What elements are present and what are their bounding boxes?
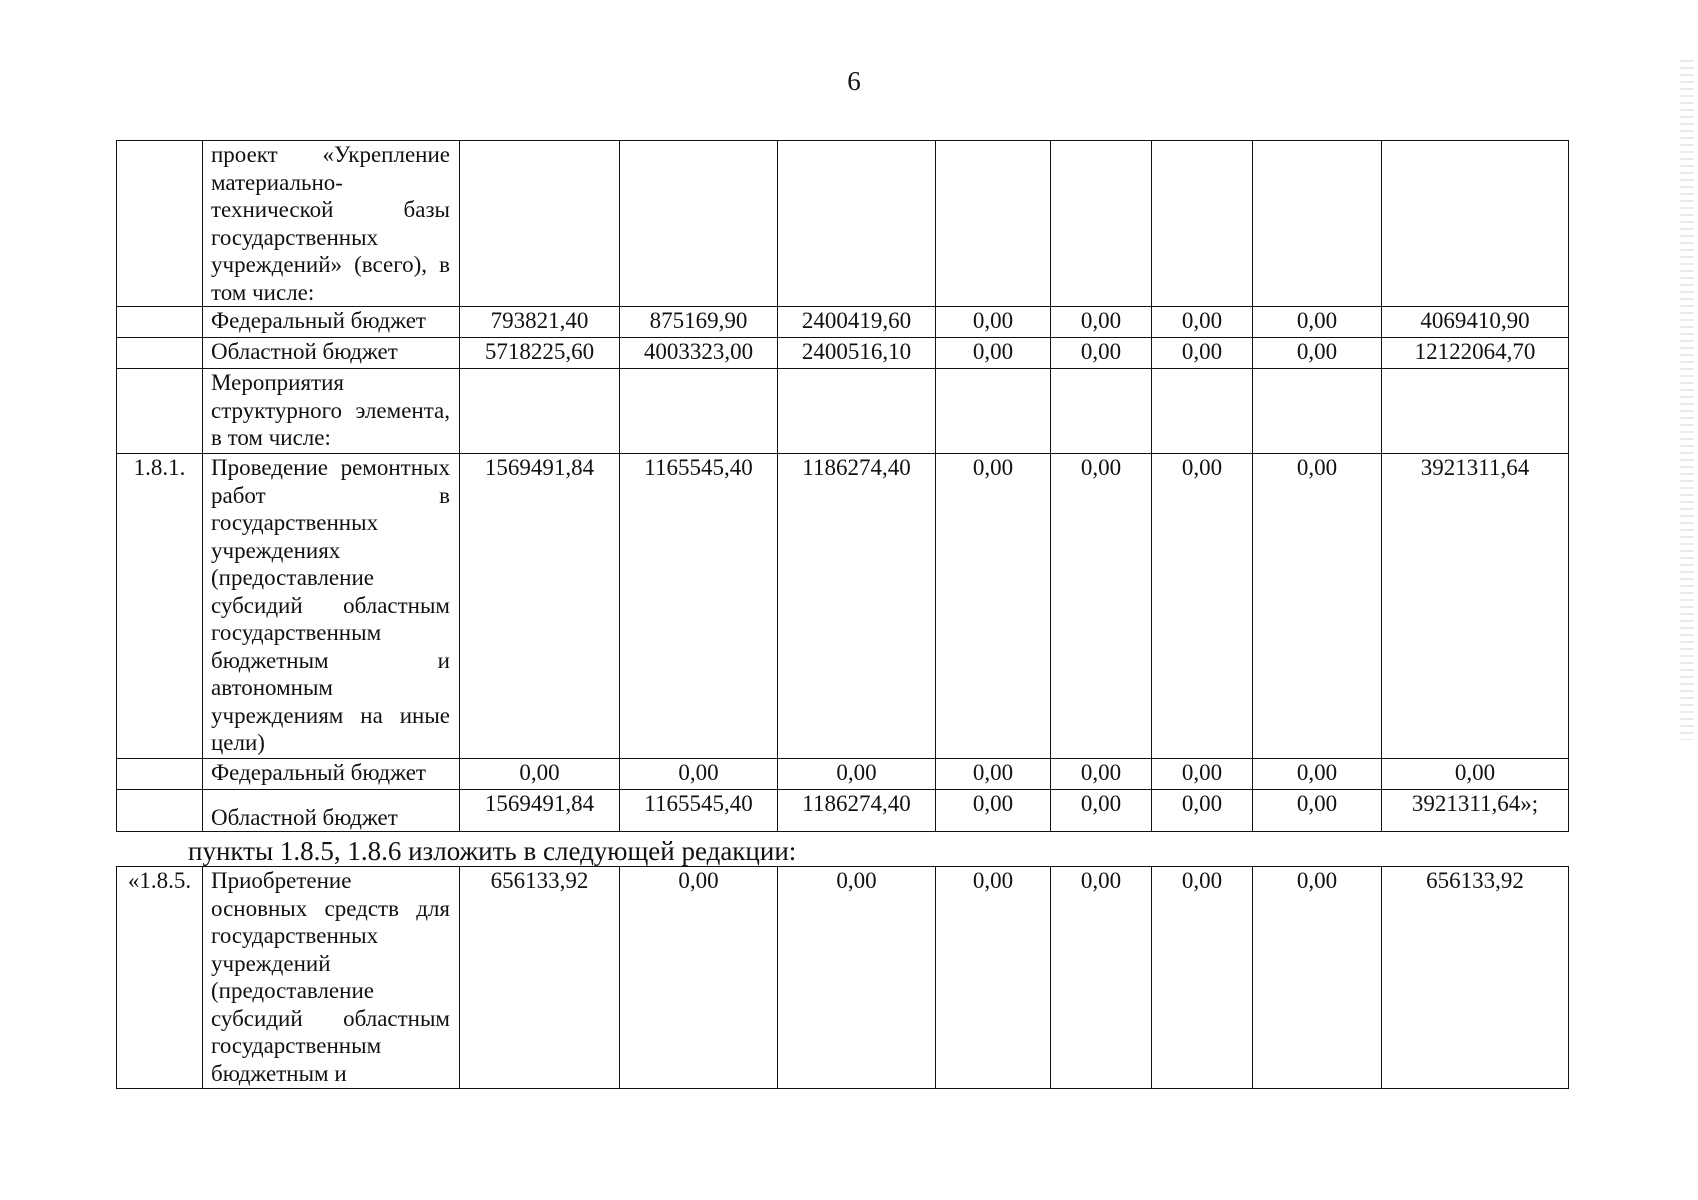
value-cell: 793821,40 [460, 307, 620, 338]
value-cell: 0,00 [778, 867, 936, 1089]
value-cell [460, 141, 620, 307]
total-cell [1382, 141, 1569, 307]
value-cell: 0,00 [1051, 307, 1152, 338]
value-cell: 0,00 [1253, 790, 1382, 832]
value-cell: 4003323,00 [620, 338, 778, 369]
value-cell [1152, 141, 1253, 307]
value-cell: 5718225,60 [460, 338, 620, 369]
value-cell [620, 369, 778, 454]
value-cell: 0,00 [936, 867, 1051, 1089]
total-cell: 4069410,90 [1382, 307, 1569, 338]
value-cell: 2400516,10 [778, 338, 936, 369]
row-description: проект «Укрепление материально-технической базы государственных учреждений» (всего), в том числе: [203, 141, 460, 307]
value-cell: 1165545,40 [620, 790, 778, 832]
value-cell [1253, 141, 1382, 307]
value-cell [620, 141, 778, 307]
value-cell: 1569491,84 [460, 454, 620, 759]
row-code [117, 759, 203, 790]
value-cell: 875169,90 [620, 307, 778, 338]
value-cell: 0,00 [1253, 454, 1382, 759]
row-description: Областной бюджет [203, 790, 460, 832]
value-cell: 0,00 [1051, 454, 1152, 759]
table-row [117, 454, 1569, 759]
value-cell: 0,00 [936, 759, 1051, 790]
table-row [117, 141, 1569, 307]
total-cell: 656133,92 [1382, 867, 1569, 1089]
value-cell: 1186274,40 [778, 790, 936, 832]
value-cell: 0,00 [620, 867, 778, 1089]
row-code [117, 790, 203, 832]
value-cell: 656133,92 [460, 867, 620, 1089]
row-description: Областной бюджет [203, 338, 460, 369]
row-code [117, 141, 203, 307]
value-cell [1051, 141, 1152, 307]
value-cell: 0,00 [1253, 759, 1382, 790]
value-cell: 0,00 [620, 759, 778, 790]
row-code [117, 307, 203, 338]
row-code: 1.8.1. [117, 454, 203, 759]
value-cell: 0,00 [1253, 867, 1382, 1089]
value-cell: 0,00 [1152, 307, 1253, 338]
row-description: Приобретение основных средств для государственных учреждений (предоставление субсидий областным государственным бюджетным и [203, 867, 460, 1089]
scan-margin-noise [1680, 60, 1694, 740]
value-cell: 0,00 [1051, 338, 1152, 369]
row-description: Мероприятия структурного элемента, в том числе: [203, 369, 460, 454]
row-description: Федеральный бюджет [203, 307, 460, 338]
row-code [117, 369, 203, 454]
row-description: Проведение ремонтных работ в государственных учреждениях (предоставление субсидий областным государственным бюджетным и автономным учреждениям на иные цели) [203, 454, 460, 759]
value-cell: 0,00 [1051, 867, 1152, 1089]
row-code [117, 338, 203, 369]
value-cell: 0,00 [1253, 307, 1382, 338]
total-cell: 3921311,64 [1382, 454, 1569, 759]
page-number: 6 [847, 66, 861, 96]
value-cell: 2400419,60 [778, 307, 936, 338]
value-cell [778, 141, 936, 307]
value-cell: 0,00 [936, 790, 1051, 832]
value-cell [1051, 369, 1152, 454]
value-cell: 0,00 [936, 454, 1051, 759]
amendment-text: пункты 1.8.5, 1.8.6 изложить в следующей редакции: [188, 836, 797, 866]
value-cell: 0,00 [1051, 790, 1152, 832]
table-row [117, 867, 1569, 1089]
total-cell: 12122064,70 [1382, 338, 1569, 369]
table-row [117, 790, 1569, 832]
value-cell: 1165545,40 [620, 454, 778, 759]
table-row [117, 759, 1569, 790]
table-row [117, 338, 1569, 369]
value-cell [460, 369, 620, 454]
value-cell: 0,00 [460, 759, 620, 790]
table-row [117, 307, 1569, 338]
value-cell [1152, 369, 1253, 454]
value-cell: 0,00 [936, 307, 1051, 338]
value-cell [936, 369, 1051, 454]
budget-table-amendment [116, 866, 1569, 1089]
value-cell: 0,00 [1152, 338, 1253, 369]
value-cell: 0,00 [1152, 759, 1253, 790]
value-cell [936, 141, 1051, 307]
value-cell [778, 369, 936, 454]
value-cell: 0,00 [936, 338, 1051, 369]
value-cell: 0,00 [1152, 867, 1253, 1089]
budget-table-main [116, 140, 1569, 832]
total-cell: 3921311,64»; [1382, 790, 1569, 832]
total-cell: 0,00 [1382, 759, 1569, 790]
row-code: «1.8.5. [117, 867, 203, 1089]
value-cell: 0,00 [1152, 790, 1253, 832]
row-description: Федеральный бюджет [203, 759, 460, 790]
value-cell: 0,00 [1253, 338, 1382, 369]
value-cell: 0,00 [1051, 759, 1152, 790]
value-cell: 0,00 [1152, 454, 1253, 759]
total-cell [1382, 369, 1569, 454]
value-cell: 1569491,84 [460, 790, 620, 832]
table-row [117, 369, 1569, 454]
value-cell: 0,00 [778, 759, 936, 790]
value-cell: 1186274,40 [778, 454, 936, 759]
value-cell [1253, 369, 1382, 454]
